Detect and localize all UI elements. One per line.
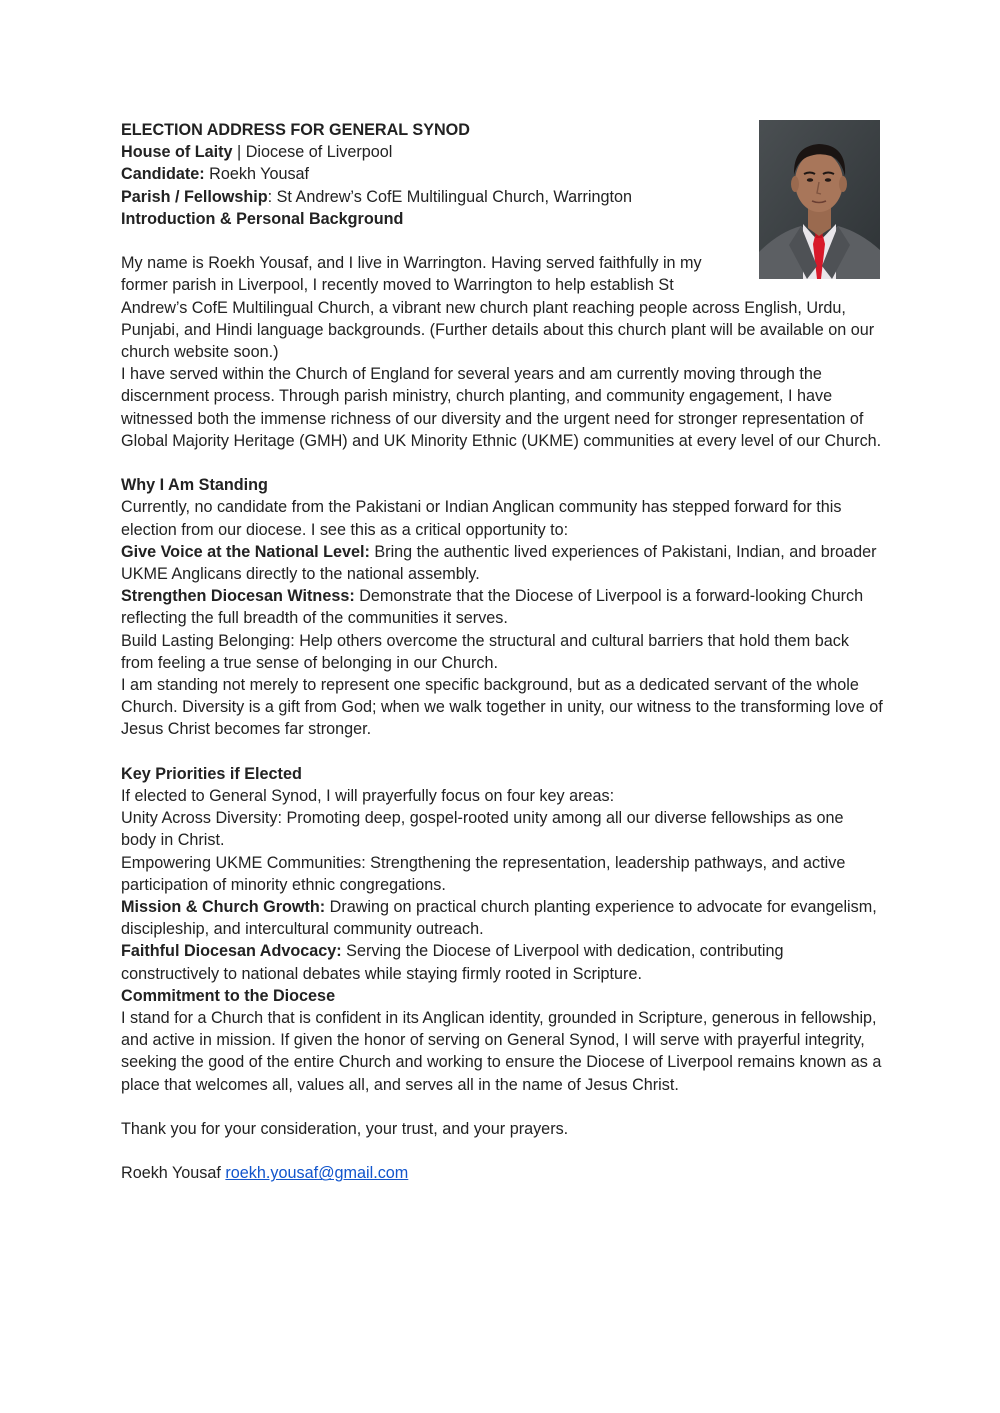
intro-line-1: My name is Roekh Yousaf, and I live in Warrington. Having served faithfully in my <box>121 254 702 273</box>
priorities-intro: If elected to General Synod, I will prayerfully focus on four key areas: <box>121 787 615 806</box>
intro-paragraph-2: I have served within the Church of England for several years and am currently moving through the discernment process. Through parish ministry, church planting, and community engagement, I have witnessed both the immense richness of our diversity and the urgent need for stronger representation of Global Majority Heritage (GMH) and UK Minority Ethnic (UKME) communities at every level of our Church. <box>121 365 882 450</box>
house-label: House of Laity <box>121 143 233 162</box>
spacer <box>121 1140 883 1162</box>
give-voice-item <box>121 541 883 585</box>
strengthen-witness-label: Strengthen Diocesan Witness: <box>121 587 355 606</box>
spacer <box>121 1096 883 1118</box>
mission-label: Mission & Church Growth: <box>121 898 326 917</box>
commitment-heading: Commitment to the Diocese <box>121 986 336 1005</box>
intro-line-2: former parish in Liverpool, I recently moved to Warrington to help establish St <box>121 276 674 295</box>
mission-item <box>121 896 883 940</box>
signature-line <box>121 1162 883 1184</box>
unity-item: Unity Across Diversity: Promoting deep, gospel-rooted unity among all our diverse fellowships as one body in Christ. <box>121 809 844 850</box>
election-address <box>121 119 883 1185</box>
advocacy-item <box>121 940 883 984</box>
why-paragraph-2: I am standing not merely to represent one specific background, but as a dedicated servant of the whole Church. Diversity is a gift from God; when we walk together in unity, our witness to the transforming love of Jesus Christ becomes far stronger. <box>121 676 883 739</box>
strengthen-witness-item <box>121 585 883 629</box>
give-voice-text: Bring the authentic lived experiences of Pakistani, Indian, and broader UKME Anglicans directly to the national assembly. <box>121 542 877 584</box>
house-line <box>121 141 883 163</box>
priorities-heading: Key Priorities if Elected <box>121 764 302 783</box>
email-link[interactable]: roekh.yousaf@gmail.com <box>225 1164 409 1183</box>
thanks-line: Thank you for your consideration, your trust, and your prayers. <box>121 1120 569 1139</box>
candidate-label: Candidate: <box>121 165 205 184</box>
advocacy-text: Serving the Diocese of Liverpool with dedication, contributing constructively to national debates while staying firmly rooted in Scripture. <box>121 942 784 983</box>
parish-name: : St Andrew’s CofE Multilingual Church, Warrington <box>267 187 633 206</box>
mission-text: Drawing on practical church planting experience to advocate for evangelism, discipleship, and intercultural community outreach. <box>121 898 877 939</box>
signature-name: Roekh Yousaf <box>121 1164 226 1183</box>
why-paragraph-1: Currently, no candidate from the Pakistani or Indian Anglican community has stepped forward for this election from our diocese. I see this as a critical opportunity to: <box>121 498 842 539</box>
document-title: ELECTION ADDRESS FOR GENERAL SYNOD <box>121 121 470 139</box>
strengthen-witness-text: Demonstrate that the Diocese of Liverpool is a forward-looking Church reflecting the full breadth of the communities it serves. <box>121 587 864 628</box>
candidate-name: Roekh Yousaf <box>204 165 310 184</box>
spacer <box>121 452 883 474</box>
advocacy-label: Faithful Diocesan Advocacy: <box>121 942 342 961</box>
spacer <box>121 230 883 252</box>
intro-paragraph-rest: Andrew’s CofE Multilingual Church, a vibrant new church plant reaching people across English, Urdu, Punjabi, and Hindi language backgrounds. (Further details about this church plant will be available on our church website soon.) <box>121 298 875 362</box>
commitment-paragraph: I stand for a Church that is confident in its Anglican identity, grounded in Scripture, generous in fellowship, and active in mission. If given the honor of serving on General Synod, I will serve with prayerful integrity, seeking the good of the entire Church and working to ensure the Diocese of Liverpool remains known as a place that welcomes all, values all, and serves all in the name of Jesus Christ. <box>121 1009 882 1094</box>
why-heading: Why I Am Standing <box>121 476 268 495</box>
candidate-line <box>121 163 883 185</box>
parish-line <box>121 186 883 208</box>
build-belonging-item: Build Lasting Belonging: Help others overcome the structural and cultural barriers that hold them back from feeling a true sense of belonging in our Church. <box>121 631 849 672</box>
spacer <box>121 741 883 763</box>
house-diocese: | Diocese of Liverpool <box>232 143 393 162</box>
empowering-item: Empowering UKME Communities: Strengthening the representation, leadership pathways, and active participation of minority ethnic congregations. <box>121 853 846 894</box>
parish-label: Parish / Fellowship <box>121 187 268 206</box>
intro-heading: Introduction & Personal Background <box>121 209 404 228</box>
give-voice-label: Give Voice at the National Level: <box>121 542 370 561</box>
